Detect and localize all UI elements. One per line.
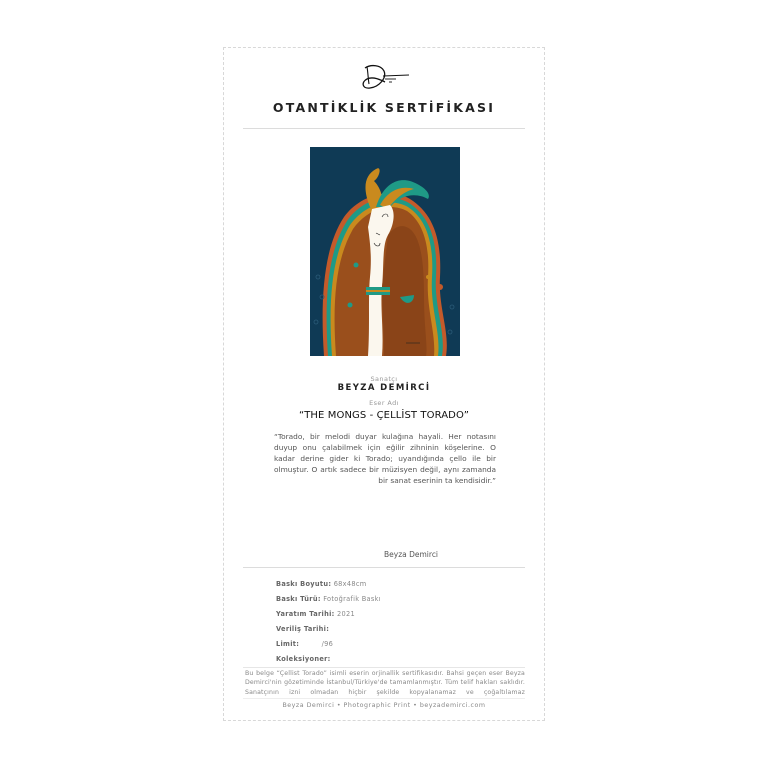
detail-key: Koleksiyoner: xyxy=(276,655,331,663)
detail-value: 68x48cm xyxy=(333,580,367,588)
certificate-title: OTANTİKLİK SERTİFİKASI xyxy=(272,100,496,115)
artist-label: Sanatçı xyxy=(370,375,398,383)
detail-value: /96 xyxy=(321,640,334,648)
footer-text: Beyza Demirci • Photographic Print • beyzademirci.com xyxy=(282,702,486,709)
divider xyxy=(243,667,525,668)
detail-collector xyxy=(276,652,381,667)
divider xyxy=(243,567,525,568)
work-title: “THE MONGS - ÇELLİST TORADO” xyxy=(298,410,470,421)
signature-logo-icon xyxy=(359,62,411,92)
signature-name: Beyza Demirci xyxy=(384,550,439,559)
detail-value: 2021 xyxy=(337,610,355,618)
legal-text: Bu belge “Çellist Torado” isimli eserin orjinallik sertifikasıdır. Bahsi geçen eser Beyza Demirci'nin gözetiminde İstanbul/Türkiye'de tamamlanmıştır. Tüm telif hakları saklıdır. Sanatçının izni olmadan hiçbir şekilde kopyalanamaz ve çoğaltılamaz xyxy=(245,670,525,696)
work-description: “Torado, bir melodi duyar kulağına hayali. Her notasını duyup onu çalabilmek için eğilir zihninin köşelerine. O kadar derine gider ki Torado; uyandığında çello ile bir olmuştur. O artık sadece bir müzisyen değil, aynı zamanda bir sanat eserinin ta kendisidir.” xyxy=(274,432,496,485)
detail-key: Baskı Türü: xyxy=(276,595,321,603)
work-label: Eser Adı xyxy=(369,399,399,407)
detail-issue-date xyxy=(276,622,381,637)
detail-key: Baskı Boyutu: xyxy=(276,580,332,588)
detail-key: Yaratım Tarihi: xyxy=(276,610,335,618)
detail-creation-date xyxy=(276,607,381,622)
certificate-card xyxy=(223,47,545,721)
detail-value: Fotoğrafik Baskı xyxy=(323,595,381,603)
detail-print-size xyxy=(276,577,381,592)
detail-print-type xyxy=(276,592,381,607)
artwork-image xyxy=(310,147,460,356)
artist-name: BEYZA DEMİRCİ xyxy=(337,383,431,393)
divider xyxy=(243,128,525,129)
detail-key: Limit: xyxy=(276,640,300,648)
artwork-illustration-icon xyxy=(310,147,460,356)
detail-limit xyxy=(276,637,381,652)
details-list xyxy=(276,577,381,667)
divider xyxy=(243,698,525,699)
detail-key: Veriliş Tarihi: xyxy=(276,625,330,633)
